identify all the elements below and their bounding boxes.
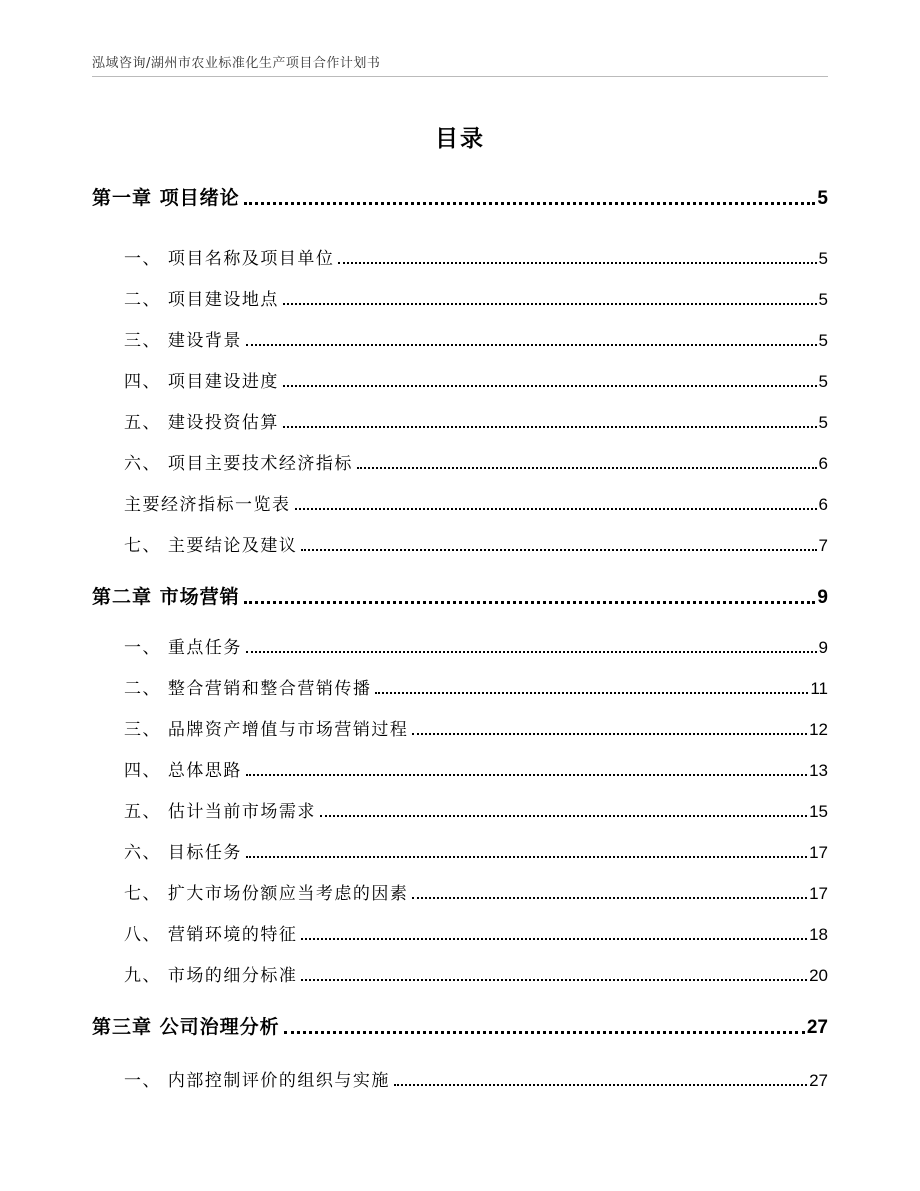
toc-entry-label: 八、 营销环境的特征 [124, 925, 298, 945]
toc-entry-section[interactable] [124, 879, 828, 904]
toc-entry-page: 27 [806, 1017, 828, 1038]
toc-entry-page: 17 [809, 884, 828, 903]
toc-entry-label: 第三章 公司治理分析 [92, 1016, 280, 1038]
toc-entry-chapter[interactable] [92, 183, 828, 210]
dot-leader [283, 426, 817, 428]
dot-leader [246, 856, 807, 858]
dot-leader [283, 385, 817, 387]
toc-entry-page: 5 [818, 372, 828, 391]
dot-leader [338, 262, 816, 264]
toc-entry-section[interactable] [124, 367, 828, 392]
toc-entry-label: 九、 市场的细分标准 [124, 966, 298, 986]
toc-entry-label: 四、 总体思路 [124, 761, 242, 781]
toc-entry-section[interactable] [124, 244, 828, 269]
dot-leader [320, 815, 807, 817]
toc-entry-page: 5 [818, 331, 828, 350]
toc-entry-chapter[interactable] [92, 1012, 828, 1039]
toc-entry-label: 六、 项目主要技术经济指标 [124, 454, 353, 474]
dot-leader [412, 897, 807, 899]
toc-entry-page: 6 [818, 495, 828, 514]
toc-entry-page: 11 [810, 679, 828, 698]
toc-entry-label: 四、 项目建设进度 [124, 372, 279, 392]
toc-entry-label: 主要经济指标一览表 [124, 495, 291, 515]
toc-entry-section[interactable] [124, 961, 828, 986]
toc-entry-page: 6 [818, 454, 828, 473]
toc-title: 目录 [435, 126, 485, 152]
dot-leader [283, 303, 817, 305]
dot-leader [246, 344, 817, 346]
toc-entry-section[interactable] [124, 633, 828, 658]
dot-leader [301, 979, 807, 981]
toc-entry-label: 三、 品牌资产增值与市场营销过程 [124, 720, 409, 740]
dot-leader [357, 467, 817, 469]
toc-entry-section[interactable] [124, 449, 828, 474]
toc-entry-section[interactable] [124, 285, 828, 310]
dot-leader [244, 601, 816, 604]
toc-entry-section[interactable] [124, 408, 828, 433]
dot-leader [295, 508, 817, 510]
toc-entry-section[interactable] [124, 490, 828, 515]
toc-entry-page: 15 [809, 802, 828, 821]
dot-leader [412, 733, 807, 735]
toc-entry-label: 七、 主要结论及建议 [124, 536, 298, 556]
toc-entry-label: 一、 内部控制评价的组织与实施 [124, 1071, 390, 1091]
dot-leader [301, 549, 816, 551]
toc-entry-page: 9 [818, 638, 828, 657]
running-header: 泓域咨询/湖州市农业标准化生产项目合作计划书 [92, 56, 381, 71]
toc-entry-label: 一、 重点任务 [124, 638, 242, 658]
dot-leader [246, 651, 817, 653]
toc-entry-label: 二、 整合营销和整合营销传播 [124, 679, 372, 699]
toc-entry-page: 9 [817, 587, 828, 608]
dot-leader [284, 1031, 805, 1034]
dot-leader [301, 938, 807, 940]
toc-entry-page: 5 [817, 188, 828, 209]
toc-entry-section[interactable] [124, 1066, 828, 1091]
toc-entry-label: 五、 估计当前市场需求 [124, 802, 316, 822]
toc-entry-page: 17 [809, 843, 828, 862]
toc-entry-label: 三、 建设背景 [124, 331, 242, 351]
toc-entry-page: 5 [818, 290, 828, 309]
dot-leader [375, 692, 808, 694]
toc-entry-label: 第一章 项目绪论 [92, 187, 240, 209]
toc-entry-page: 7 [818, 536, 828, 555]
toc-entry-section[interactable] [124, 531, 828, 556]
toc-entry-page: 18 [809, 925, 828, 944]
toc-entry-label: 七、 扩大市场份额应当考虑的因素 [124, 884, 409, 904]
toc-entry-page: 13 [809, 761, 828, 780]
toc-entry-page: 5 [818, 413, 828, 432]
toc-entry-section[interactable] [124, 838, 828, 863]
toc-entry-section[interactable] [124, 326, 828, 351]
toc-entry-label: 第二章 市场营销 [92, 586, 240, 608]
toc-entry-section[interactable] [124, 674, 828, 699]
toc-entry-section[interactable] [124, 756, 828, 781]
toc-entry-label: 六、 目标任务 [124, 843, 242, 863]
toc-entry-section[interactable] [124, 920, 828, 945]
toc-entry-page: 20 [809, 966, 828, 985]
toc-entry-chapter[interactable] [92, 582, 828, 609]
toc-entry-page: 5 [818, 249, 828, 268]
toc-entry-label: 一、 项目名称及项目单位 [124, 249, 335, 269]
toc-entry-label: 五、 建设投资估算 [124, 413, 279, 433]
dot-leader [394, 1084, 807, 1086]
dot-leader [244, 202, 816, 205]
toc-entry-section[interactable] [124, 715, 828, 740]
header-divider [92, 76, 828, 77]
toc-entry-section[interactable] [124, 797, 828, 822]
toc-entry-page: 12 [809, 720, 828, 739]
toc-entry-label: 二、 项目建设地点 [124, 290, 279, 310]
dot-leader [246, 774, 807, 776]
toc-entry-page: 27 [809, 1071, 828, 1090]
